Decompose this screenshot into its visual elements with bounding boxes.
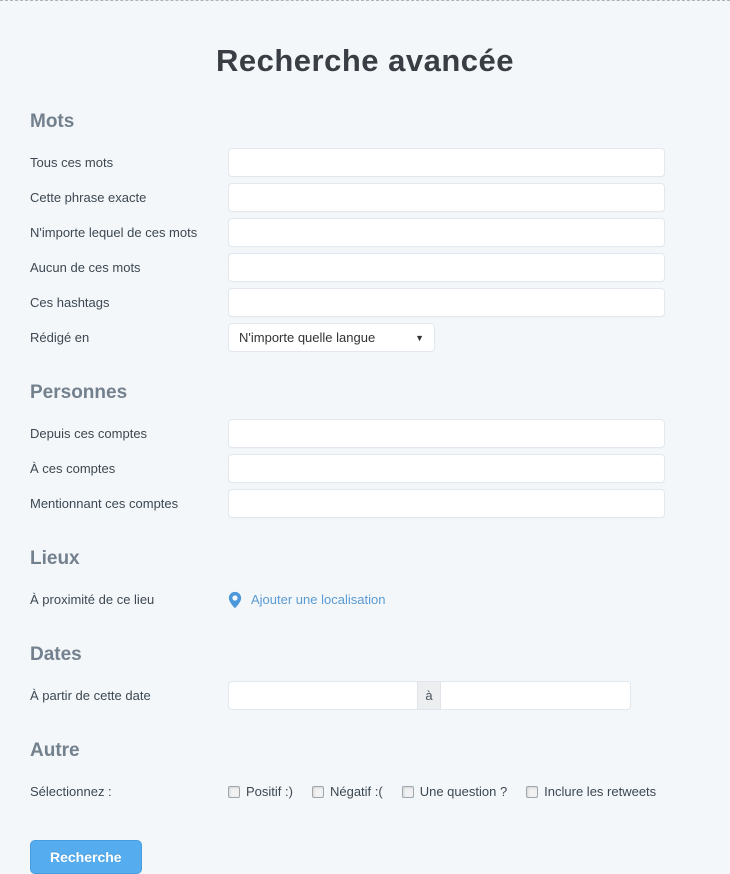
checkbox-question[interactable] bbox=[402, 784, 507, 799]
field-label: Sélectionnez : bbox=[30, 784, 112, 799]
from-accounts-input[interactable] bbox=[228, 419, 665, 448]
any-words-input[interactable] bbox=[228, 218, 665, 247]
field-row-language bbox=[30, 323, 700, 352]
checkbox-label: Négatif :( bbox=[329, 784, 383, 799]
section-heading-people: Personnes bbox=[30, 382, 128, 403]
field-row-none-words bbox=[30, 253, 700, 282]
field-row-near-place bbox=[30, 585, 700, 614]
to-accounts-input[interactable] bbox=[228, 454, 665, 483]
checkbox-icon[interactable] bbox=[402, 786, 414, 798]
date-to-input[interactable] bbox=[441, 681, 631, 710]
field-label: Tous ces mots bbox=[30, 155, 114, 170]
field-row-from-accounts bbox=[30, 419, 700, 448]
field-label: Ces hashtags bbox=[30, 295, 110, 310]
field-row-to-accounts bbox=[30, 454, 700, 483]
location-pin-icon[interactable] bbox=[228, 591, 242, 609]
field-row-exact-phrase bbox=[30, 183, 700, 212]
field-label: À ces comptes bbox=[30, 461, 116, 476]
none-words-input[interactable] bbox=[228, 253, 665, 282]
exact-phrase-input[interactable] bbox=[228, 183, 665, 212]
chevron-down-icon: ▼ bbox=[415, 332, 424, 343]
field-label: Mentionnant ces comptes bbox=[30, 496, 179, 511]
field-label: Aucun de ces mots bbox=[30, 260, 141, 275]
language-select[interactable] bbox=[228, 323, 435, 352]
field-label: Depuis ces comptes bbox=[30, 426, 148, 441]
field-row-all-words bbox=[30, 148, 700, 177]
field-row-date-range bbox=[30, 681, 700, 710]
field-row-any-words bbox=[30, 218, 700, 247]
checkbox-icon[interactable] bbox=[526, 786, 538, 798]
checkbox-label: Inclure les retweets bbox=[544, 784, 657, 799]
checkbox-label: Une question ? bbox=[419, 784, 508, 799]
language-select-value: N'importe quelle langue bbox=[239, 330, 376, 345]
field-row-select-options bbox=[30, 777, 700, 806]
field-label: À partir de cette date bbox=[30, 688, 151, 703]
date-separator: à bbox=[417, 681, 441, 710]
mentioning-accounts-input[interactable] bbox=[228, 489, 665, 518]
all-words-input[interactable] bbox=[228, 148, 665, 177]
checkbox-group bbox=[228, 784, 656, 799]
checkbox-icon[interactable] bbox=[228, 786, 240, 798]
advanced-search-form bbox=[0, 111, 730, 874]
page-title: Recherche avancée bbox=[215, 43, 515, 78]
field-label: Cette phrase exacte bbox=[30, 190, 147, 205]
checkbox-positive[interactable] bbox=[228, 784, 293, 799]
checkbox-icon[interactable] bbox=[312, 786, 324, 798]
section-heading-words: Mots bbox=[30, 111, 75, 132]
search-button[interactable]: Recherche bbox=[30, 840, 142, 874]
field-label: N'importe lequel de ces mots bbox=[30, 225, 198, 240]
checkbox-label: Positif :) bbox=[246, 784, 293, 799]
checkbox-include-retweets[interactable] bbox=[526, 784, 656, 799]
hashtags-input[interactable] bbox=[228, 288, 665, 317]
date-from-input[interactable] bbox=[228, 681, 417, 710]
checkbox-negative[interactable] bbox=[312, 784, 383, 799]
date-range-group bbox=[228, 681, 631, 710]
section-heading-dates: Dates bbox=[30, 644, 82, 665]
add-location-link[interactable] bbox=[228, 591, 385, 609]
field-label: Rédigé en bbox=[30, 330, 90, 345]
field-row-hashtags bbox=[30, 288, 700, 317]
field-label: À proximité de ce lieu bbox=[30, 592, 155, 607]
section-heading-places: Lieux bbox=[30, 548, 80, 569]
field-row-mentioning-accounts bbox=[30, 489, 700, 518]
add-location-label: Ajouter une localisation bbox=[251, 592, 386, 607]
section-heading-other: Autre bbox=[30, 740, 80, 761]
